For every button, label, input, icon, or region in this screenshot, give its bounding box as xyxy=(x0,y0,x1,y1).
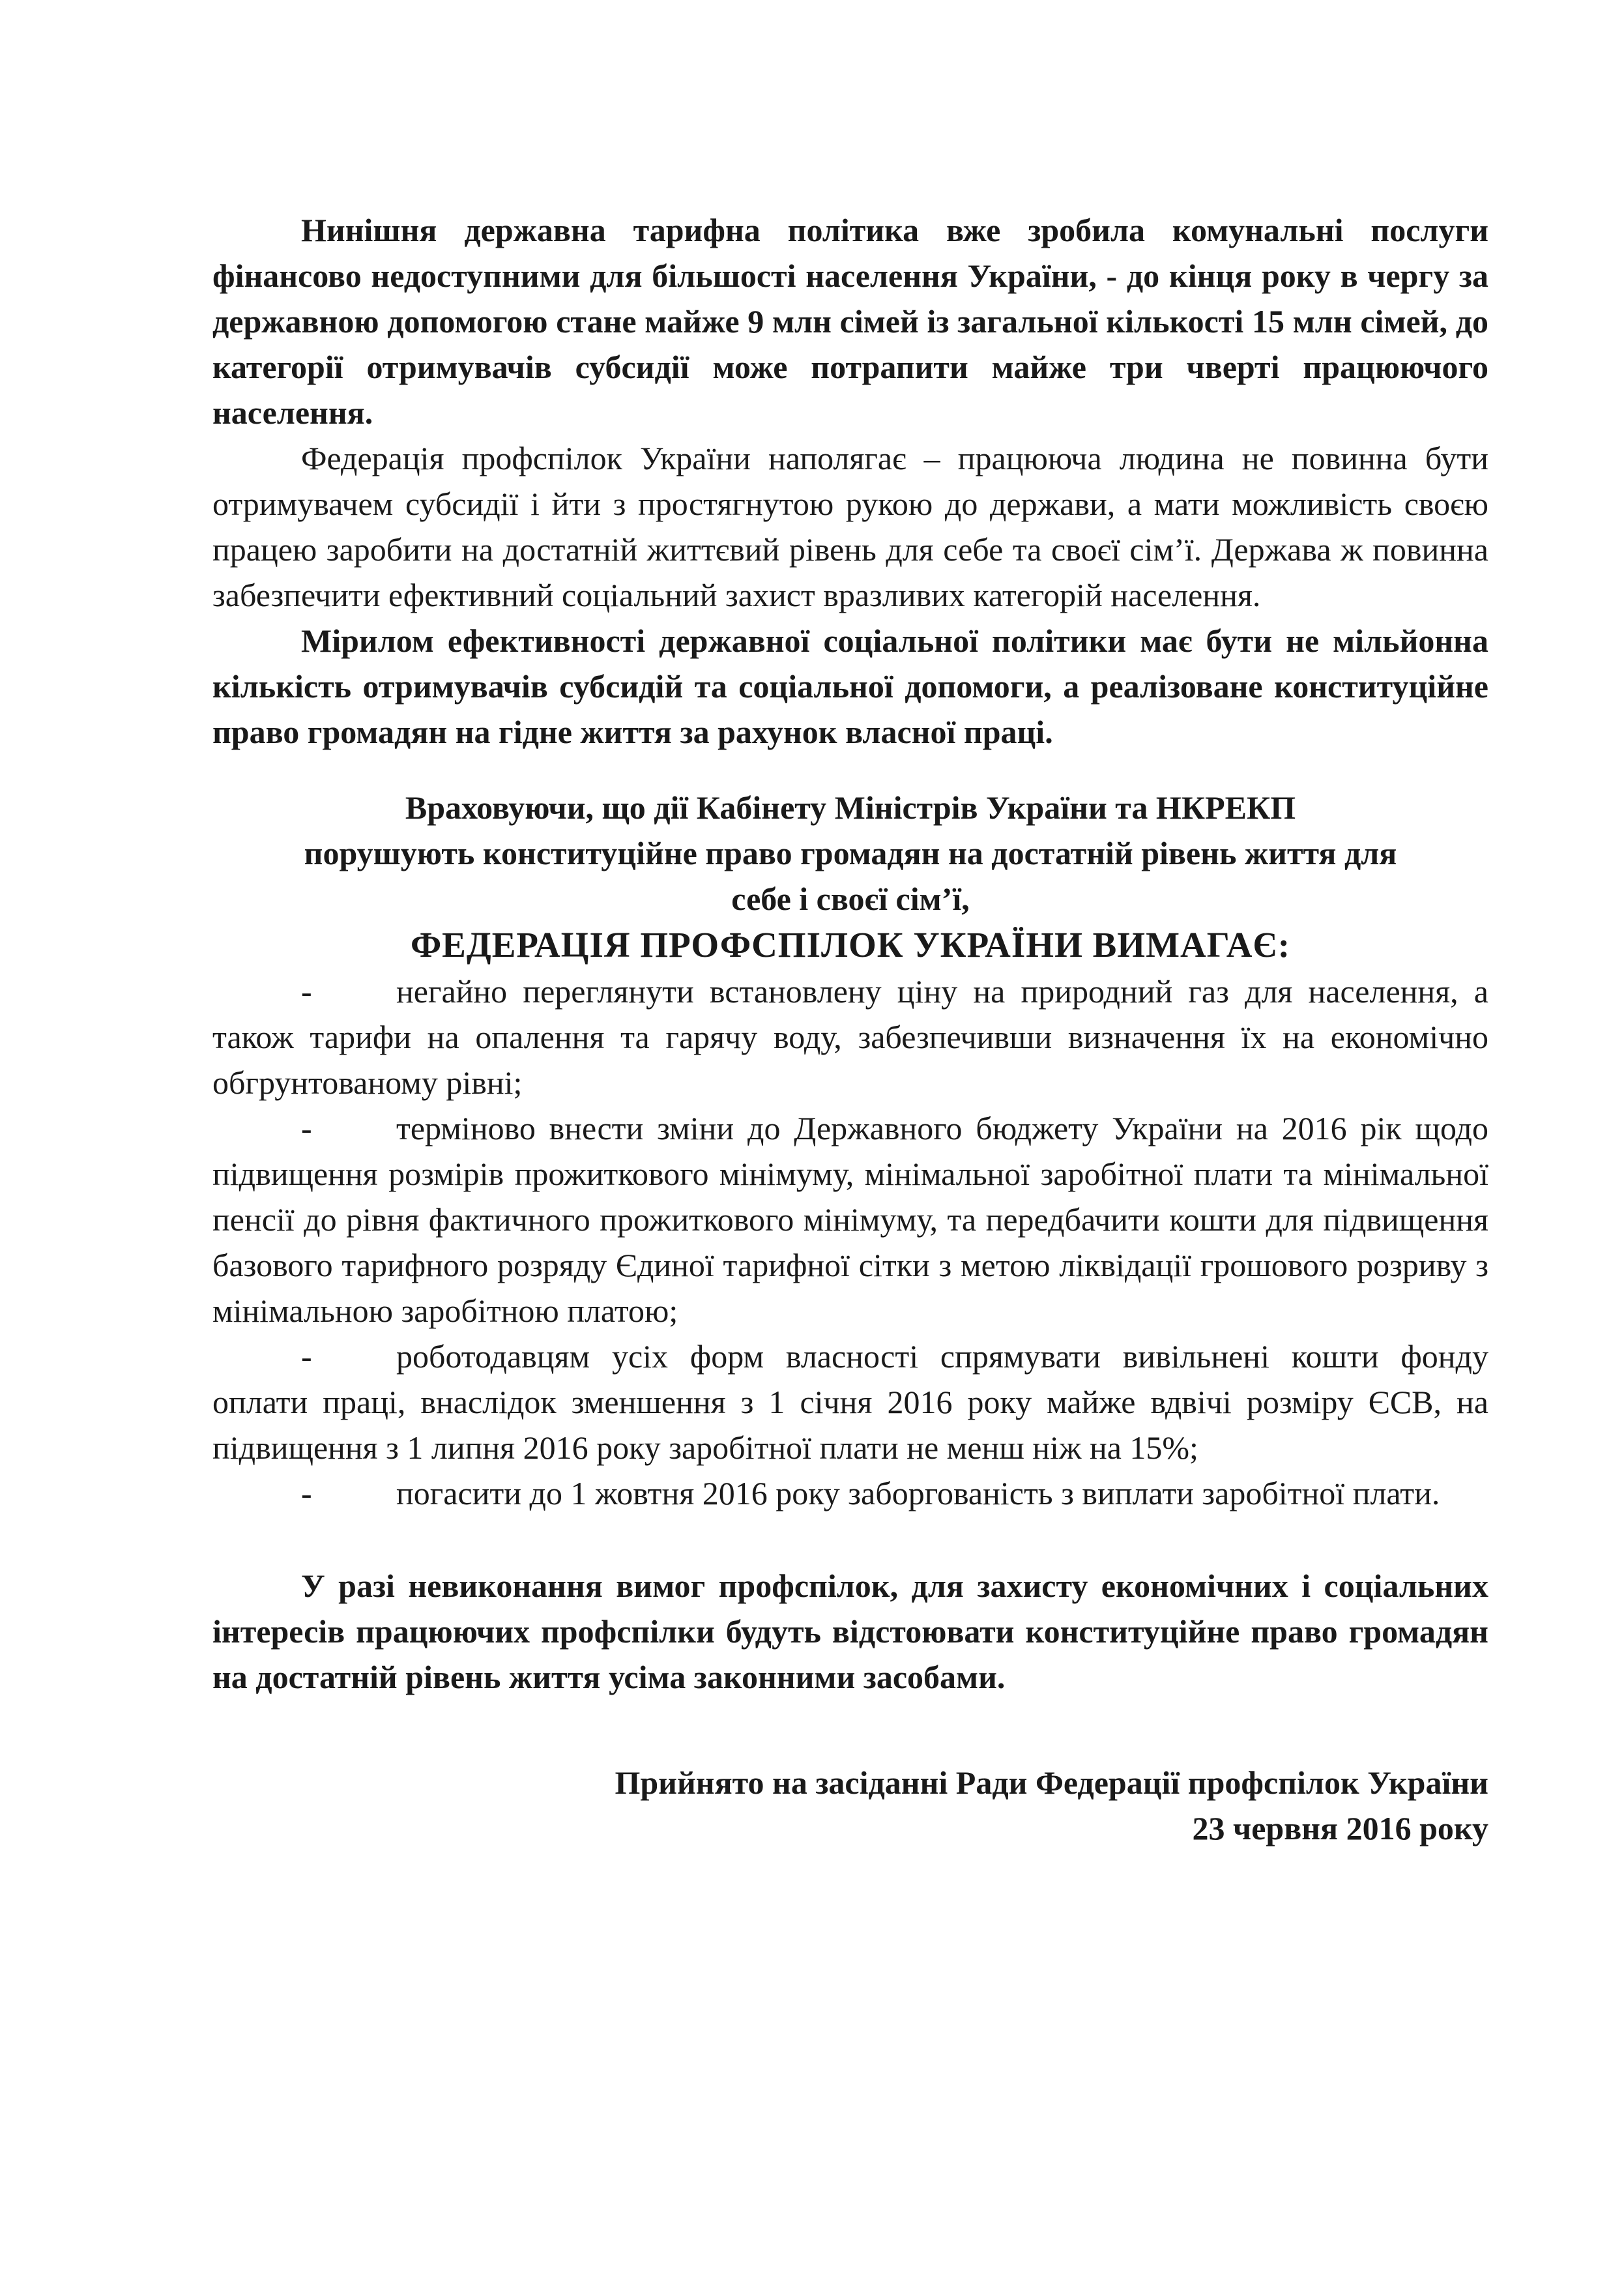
dash-marker: - xyxy=(301,973,312,1010)
demand-text: негайно переглянути встановлену ціну на природний газ для населення, а також тарифи на опалення та гарячу воду, забезпечивши визначення їх на економічно обгрунтованому рівні; xyxy=(212,973,1488,1101)
paragraph-closing: У разі невиконання вимог профспілок, для захисту економічних і соціальних інтересів працюючих профспілки будуть відстоювати конституційне право громадян на достатній рівень життя усіма законними засобами. xyxy=(212,1568,1488,1695)
demand-item xyxy=(212,1105,1488,1334)
demand-text: погасити до 1 жовтня 2016 року заборгованість з виплати заробітної плати. xyxy=(396,1475,1440,1511)
adoption-signature xyxy=(212,1760,1488,1851)
paragraph-federation-position: Федерація профспілок України наполягає – працююча людина не повинна бути отримувачем субсидії і йти з простягнутою рукою до держави, а мати можливість своєю працею заробити на достатній життєвий рівень для себе та своєї сім’ї. Держава ж повинна забезпечити ефективний соціальний захист вразливих категорій населення. xyxy=(212,440,1488,613)
adoption-statement: Прийнято на засіданні Ради Федерації профспілок України xyxy=(615,1764,1488,1801)
demand-item xyxy=(212,1470,1488,1516)
document-page xyxy=(212,207,1488,1851)
demand-text: роботодавцям усіх форм власності спрямувати вивільнені кошти фонду оплати праці, внаслідок зменшення з 1 січня 2016 року майже вдвічі розміру ЄСВ, на підвищення з 1 липня 2016 року заробітної плати не менш ніж на 15%; xyxy=(212,1338,1488,1466)
dash-marker: - xyxy=(301,1110,312,1146)
demand-item xyxy=(212,969,1488,1105)
paragraph-social-policy-measure: Мірилом ефективності державної соціальної політики має бути не мільйонна кількість отримувачів субсидій та соціальної допомоги, а реалізоване конституційне право громадян на гідне життя за рахунок власної праці. xyxy=(212,622,1488,750)
dash-marker: - xyxy=(301,1475,312,1511)
paragraph-tariff-policy: Нинішня державна тарифна політика вже зробила комунальні послуги фінансово недоступними для більшості населення України, - до кінця року в чергу за державною допомогою стане майже 9 млн сімей із загальної кількості 15 млн сімей, до категорії отримувачів субсидії може потрапити майже три чверті працюючого населення. xyxy=(212,212,1488,431)
demands-heading: ФЕДЕРАЦІЯ ПРОФСПІЛОК УКРАЇНИ ВИМАГАЄ: xyxy=(410,925,1291,965)
demands-list xyxy=(212,969,1488,1516)
preamble-line-3: себе і своєї сім’ї, xyxy=(731,881,970,917)
adoption-date: 23 червня 2016 року xyxy=(1192,1810,1488,1846)
preamble-line-2: порушують конституційне право громадян на достатній рівень життя для xyxy=(304,835,1397,871)
demand-item xyxy=(212,1334,1488,1470)
dash-marker: - xyxy=(301,1338,312,1375)
preamble xyxy=(212,785,1488,922)
demand-text: терміново внести зміни до Державного бюджету України на 2016 рік щодо підвищення розмірів прожиткового мінімуму, мінімальної заробітної плати та мінімальної пенсії до рівня фактичного прожиткового мінімуму, та передбачити кошти для підвищення базового тарифного розряду Єдиної тарифної сітки з метою ліквідації грошового розриву з мінімальною заробітною платою; xyxy=(212,1110,1488,1329)
preamble-line-1: Враховуючи, що дії Кабінету Міністрів України та НКРЕКП xyxy=(405,789,1296,826)
